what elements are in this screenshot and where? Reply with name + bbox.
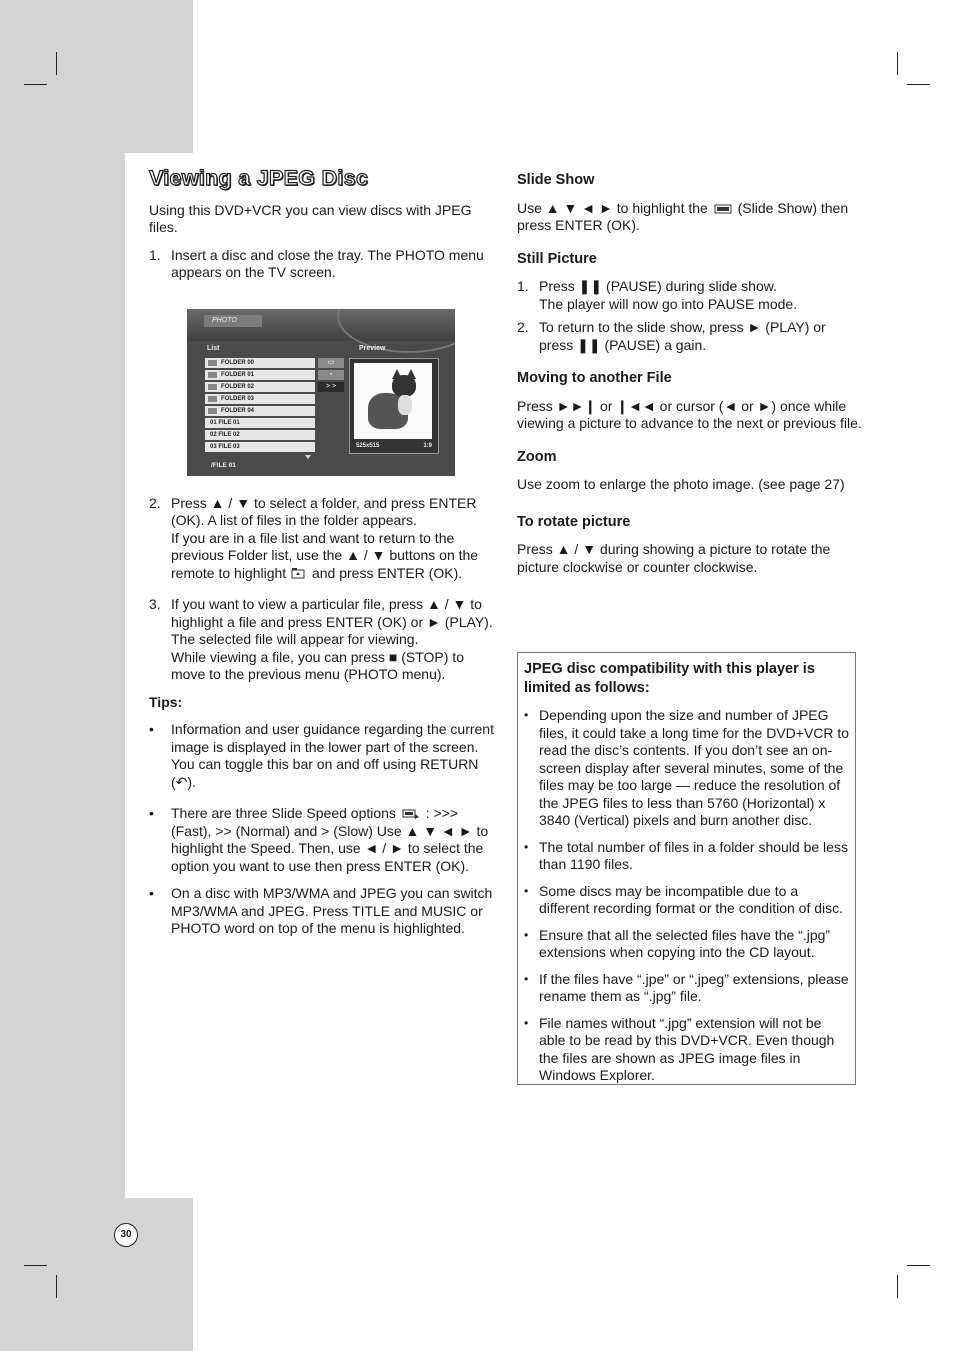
margin-band-left — [0, 153, 125, 1198]
box-item-text: Ensure that all the selected files have the “.jpg” extensions when copying into the CD layout. — [539, 926, 831, 960]
list-item-label: FOLDER 01 — [221, 372, 255, 378]
margin-band-bottom — [0, 1198, 193, 1351]
list-item — [205, 442, 315, 452]
tip-text-part: There are three Slide Speed options — [171, 805, 396, 821]
zoom-section — [517, 449, 862, 494]
rotate-section — [517, 514, 862, 577]
current-file-label: /FILE 01 — [211, 462, 236, 469]
crop-mark — [56, 1275, 57, 1298]
list-item — [205, 382, 315, 392]
disc-graphic — [337, 309, 455, 353]
preview-header: Preview — [359, 345, 386, 352]
still-step-2 — [517, 319, 862, 354]
ratio-readout: 1:9 — [423, 443, 432, 449]
step-number: 2. — [517, 319, 529, 335]
bullet-dot: • — [524, 971, 529, 986]
section-text-part: Use ▲ ▼ ◄ ► to highlight the — [517, 199, 708, 216]
bullet-dot: • — [524, 883, 529, 898]
box-title: JPEG disc compatibility with this player is limited as follows: — [524, 661, 815, 696]
photo-tab: PHOTO — [204, 315, 262, 327]
margin-band-top — [0, 0, 193, 153]
tip-text-part: : >>> (Fast), >> (Normal) and > (Slow) Use ▲ ▼ ◄ ► to highlight the Speed. Then, use ◄ / ► to select the option you want to use then press ENTER (OK). — [171, 805, 489, 874]
slide-show-icon — [712, 203, 734, 215]
box-item-text: File names without “.jpg” extension will not be able to be read by this DVD+VCR. Even though the files are shown as JPEG image files in Windows Explorer. — [539, 1014, 835, 1083]
tip-item — [149, 885, 494, 938]
moving-file-section — [517, 370, 862, 433]
step-text-part: and press ENTER (OK). — [311, 564, 463, 581]
slide-show-icon: ▭ — [318, 358, 344, 368]
folder-icon — [208, 360, 217, 366]
crop-mark — [907, 84, 930, 85]
list-item-label: 02 FILE 02 — [210, 432, 240, 438]
preview-pane — [349, 358, 439, 454]
photo-menu-screenshot — [187, 309, 455, 476]
speed-button: > > — [318, 382, 344, 392]
step-text: The player will now go into PAUSE mode. — [539, 295, 798, 312]
list-item-label: 01 FILE 01 — [210, 420, 240, 426]
step-text: While viewing a file, you can press ■ (STOP) to move to the previous menu (PHOTO menu). — [171, 648, 464, 682]
list-item-label: FOLDER 02 — [221, 384, 255, 390]
folder-icon — [208, 372, 217, 378]
box-item — [524, 839, 855, 874]
section-text — [517, 200, 862, 235]
tip-item — [149, 805, 494, 875]
box-item — [524, 971, 855, 1006]
step-number: 1. — [149, 246, 161, 263]
bullet-dot: • — [524, 1015, 529, 1030]
section-title: Moving to another File — [517, 370, 672, 386]
crop-mark — [897, 52, 898, 75]
list-header: List — [207, 345, 220, 352]
bullet-dot: • — [149, 805, 154, 821]
step-text-part: If you are in a file list and want to return to the previous Folder list, use the ▲ / ▼ buttons on the remote to highlight — [171, 529, 479, 581]
page-number: 30 — [114, 1223, 138, 1247]
list-item-label: 03 FILE 03 — [210, 444, 240, 450]
tip-text — [171, 805, 494, 875]
bullet-dot: • — [149, 885, 154, 901]
crop-mark — [907, 1265, 930, 1266]
folder-up-icon — [290, 567, 308, 580]
box-item — [524, 883, 855, 918]
section-text: Press ►►❙ or ❙◄◄ or cursor (◄ or ►) once while viewing a picture to advance to the next or previous file. — [517, 397, 862, 431]
bullet-dot: • — [524, 708, 529, 722]
folder-up-icon: ▫ — [318, 370, 344, 380]
bullet-dot: • — [524, 839, 529, 854]
box-item — [524, 927, 855, 962]
resolution-readout: 525x515 — [356, 443, 380, 449]
cat-photo — [354, 363, 432, 439]
cat-chest — [398, 395, 412, 415]
tip-text: Information and user guidance regarding the current image is displayed in the lower part of the screen. You can toggle this bar on and off using RETURN (↶). — [171, 721, 494, 790]
section-title: To rotate picture — [517, 513, 631, 530]
right-column — [517, 172, 862, 592]
step-1 — [149, 247, 494, 282]
list-item — [205, 418, 315, 428]
step-number: 1. — [517, 278, 529, 294]
step-text — [171, 530, 494, 583]
step-text: To return to the slide show, press ► (PLAY) or press ❚❚ (PAUSE) a gain. — [539, 319, 826, 353]
box-item-text: Depending upon the size and number of JPEG files, it could take a long time for the DVD+VCR to read the disc’s contents. If you don’t see an on-screen display after several minutes, some of the files may be too large — reduce the resolution of the JPEG files to less than 5760 (Horizontal) x 3840 (Vertical) pixels and burn another disc. — [539, 707, 850, 828]
box-item — [524, 1015, 855, 1085]
slide-speed-icon — [400, 808, 422, 820]
bullet-dot: • — [524, 927, 529, 942]
section-title: Zoom — [517, 448, 557, 465]
section-text: Use zoom to enlarge the photo image. (see page 27) — [517, 476, 845, 492]
crop-mark — [24, 84, 47, 85]
folder-icon — [208, 396, 217, 402]
still-picture-section — [517, 251, 862, 355]
list-item — [205, 358, 315, 368]
intro-text: Using this DVD+VCR you can view discs with JPEG files. — [149, 201, 472, 235]
crop-mark — [897, 1275, 898, 1298]
box-item-text: If the files have “.jpe” or “.jpeg” extensions, please rename them as “.jpg” file. — [539, 970, 849, 1004]
list-item — [205, 406, 315, 416]
step-2 — [149, 495, 494, 583]
list-item — [205, 370, 315, 380]
section-title: Still Picture — [517, 250, 597, 267]
step-number: 3. — [149, 596, 161, 612]
scroll-down-icon — [305, 455, 311, 459]
cat-head — [392, 375, 416, 397]
section-title: Slide Show — [517, 172, 595, 188]
still-step-1 — [517, 278, 862, 313]
left-column — [149, 166, 494, 948]
crop-mark — [24, 1265, 47, 1266]
step-3 — [149, 596, 494, 684]
step-text: Press ❚❚ (PAUSE) during slide show. — [539, 278, 777, 294]
section-text: Press ▲ / ▼ during showing a picture to rotate the picture clockwise or counter clockwise. — [517, 541, 831, 575]
tip-text: On a disc with MP3/WMA and JPEG you can switch MP3/WMA and JPEG. Press TITLE and MUSIC or PHOTO word on top of the menu is highlighted. — [171, 885, 493, 936]
step-text: Press ▲ / ▼ to select a folder, and press ENTER (OK). A list of files in the folder appears. — [171, 494, 477, 528]
file-list — [205, 358, 315, 454]
list-item-label: FOLDER 03 — [221, 396, 255, 402]
tips-title: Tips: — [149, 693, 183, 710]
list-item-label: FOLDER 04 — [221, 408, 255, 414]
folder-icon — [208, 384, 217, 390]
list-item-label: FOLDER 00 — [221, 360, 255, 366]
box-item-text: The total number of files in a folder should be less than 1190 files. — [539, 838, 848, 872]
side-buttons — [318, 358, 344, 394]
page-title: Viewing a JPEG Disc — [149, 166, 369, 190]
box-item-text: Some discs may be incompatible due to a different recording format or the condition of disc. — [539, 882, 844, 916]
list-item — [205, 430, 315, 440]
section-text-part: (Slide Show) then press ENTER (OK). — [517, 199, 849, 233]
step-number: 2. — [149, 494, 161, 511]
slide-show-section — [517, 172, 862, 235]
list-item — [205, 394, 315, 404]
box-item — [524, 707, 855, 830]
crop-mark — [56, 52, 57, 75]
folder-icon — [208, 408, 217, 414]
tip-item — [149, 721, 494, 791]
step-text: Insert a disc and close the tray. The PHOTO menu appears on the TV screen. — [171, 246, 484, 280]
step-text: If you want to view a particular file, press ▲ / ▼ to highlight a file and press ENTER (OK) or ► (PLAY). The selected file will appear for viewing. — [171, 596, 493, 647]
compatibility-box — [517, 652, 856, 1085]
bullet-dot: • — [149, 721, 154, 737]
